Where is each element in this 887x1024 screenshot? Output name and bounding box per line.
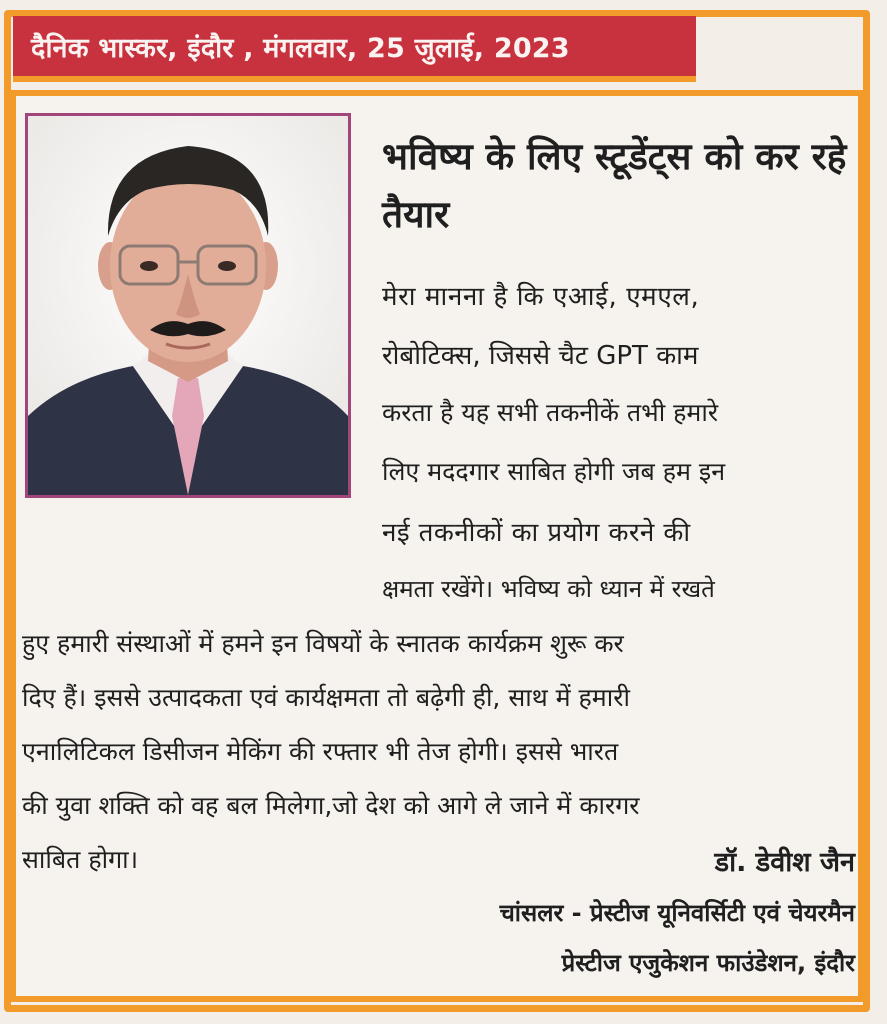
signature-title-line-2: प्रेस्टीज एजुकेशन फाउंडेशन, इंदौर (561, 949, 855, 977)
body-line-9: एनालिटिकल डिसीजन मेकिंग की रफ्तार भी तेज होगी। इससे भारत (22, 737, 619, 766)
body-line-10: की युवा शक्ति को वह बल मिलेगा,जो देश को आगे ले जाने में कारगर (22, 791, 640, 820)
body-line-5: नई तकनीकों का प्रयोग करने की (382, 518, 691, 548)
author-photo (25, 113, 351, 498)
body-line-7: हुए हमारी संस्थाओं में हमने इन विषयों के स्नातक कार्यक्रम शुरू कर (22, 629, 624, 658)
signature-name: डॉ. डेवीश जैन (714, 847, 855, 878)
article-headline: भविष्य के लिए स्टूडेंट्स को कर रहे तैयार (382, 135, 847, 236)
signature-title-line-1: चांसलर - प्रेस्टीज यूनिवर्सिटी एवं चेयरमैन (499, 899, 855, 927)
body-line-6: क्षमता रखेंगे। भविष्य को ध्यान में रखते (382, 575, 715, 603)
body-line-11: साबित होगा। (22, 845, 139, 874)
body-line-8: दिए हैं। इससे उत्पादकता एवं कार्यक्षमता तो बढ़ेगी ही, साथ में हमारी (22, 683, 630, 712)
portrait-illustration (28, 116, 348, 495)
body-line-1: मेरा मानना है कि एआई, एमएल, (382, 282, 700, 312)
body-line-4: लिए मददगार साबित होगी जब हम इन (382, 457, 726, 486)
body-line-2: रोबोटिक्स, जिससे चैट GPT काम (382, 341, 699, 371)
masthead-banner (13, 16, 696, 82)
body-line-3: करता है यह सभी तकनीकें तभी हमारे (382, 398, 719, 427)
masthead-text: दैनिक भास्कर, इंदौर , मंगलवार, 25 जुलाई, 2023 (31, 32, 570, 64)
